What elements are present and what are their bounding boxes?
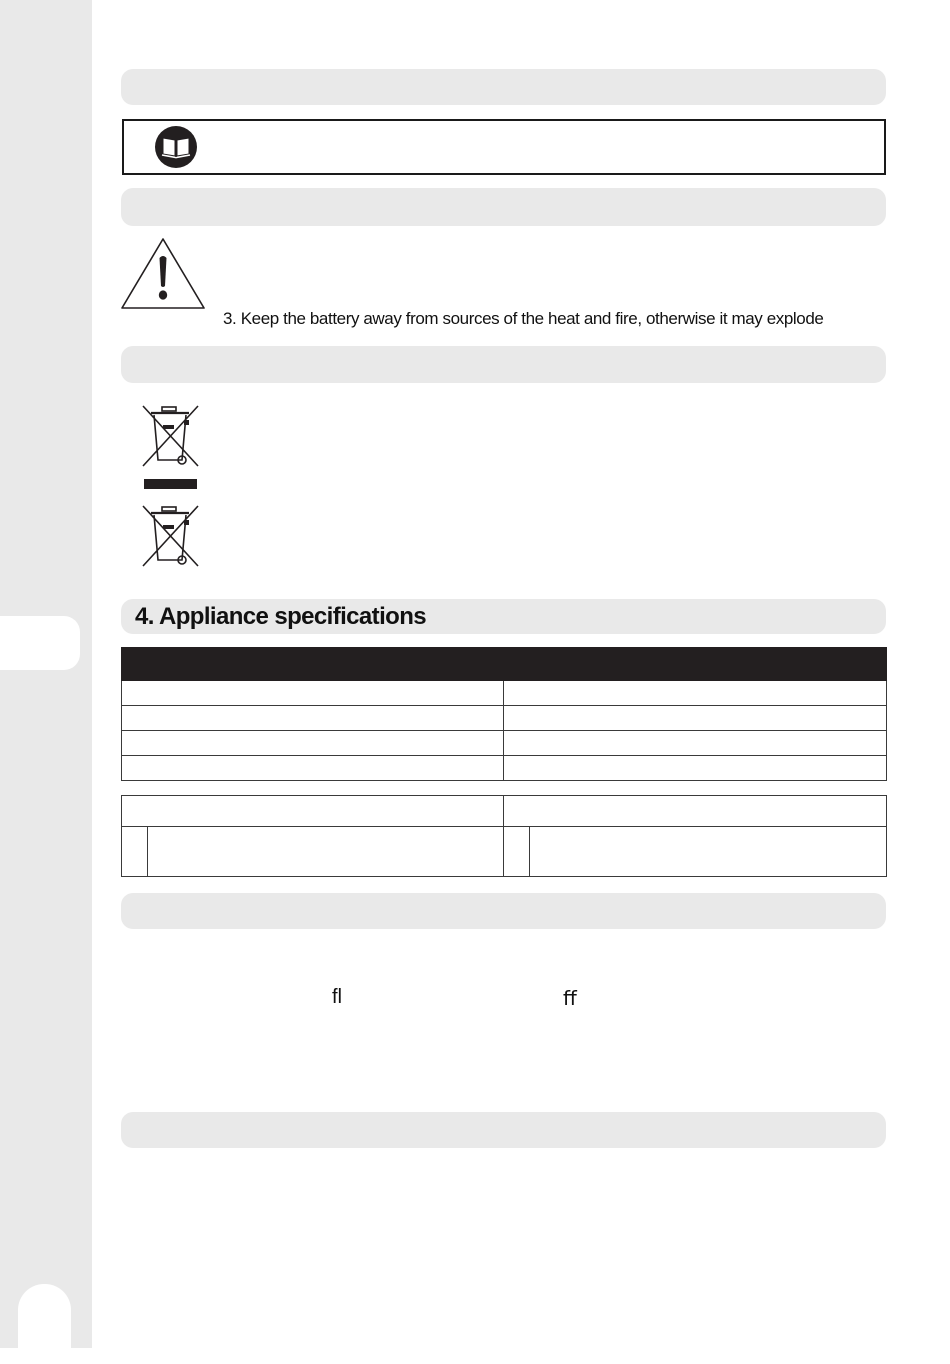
text-fragment-fl: ﬂ [332, 986, 342, 1008]
specifications-title: 4. Appliance specifications [135, 602, 427, 630]
table-cell [122, 827, 148, 877]
table-cell [530, 827, 887, 877]
text-fragment-ff: ﬀ [563, 988, 577, 1010]
section-header-specifications [121, 599, 886, 634]
table-cell [122, 796, 504, 827]
crossed-out-bin-icon [140, 404, 202, 490]
section-header-bar-3 [121, 346, 886, 383]
exclamation-triangle-icon [120, 237, 206, 310]
section-header-bar-1 [121, 69, 886, 105]
page-margin-strip [0, 0, 92, 1348]
table-cell [504, 681, 887, 706]
table-row [122, 681, 887, 706]
section-header-bar-5 [121, 893, 886, 929]
table-cell [504, 827, 530, 877]
table-cell [504, 756, 887, 781]
table-cell [122, 706, 504, 731]
page-number-tab [18, 1284, 71, 1364]
open-book-icon [154, 125, 198, 169]
section-header-bar-2 [121, 188, 886, 226]
table-cell [122, 681, 504, 706]
section-header-bar-6 [121, 1112, 886, 1148]
manual-notice-box [122, 119, 886, 175]
table-row [122, 827, 887, 877]
section-tab-marker [0, 616, 80, 670]
table-row [122, 756, 887, 781]
table-row [122, 731, 887, 756]
table-cell [504, 731, 887, 756]
table-row [122, 706, 887, 731]
table-header-row [122, 648, 887, 681]
specifications-table [121, 647, 887, 781]
table-header-row [122, 796, 887, 827]
table-cell [122, 756, 504, 781]
power-table [121, 795, 887, 877]
table-cell [504, 796, 887, 827]
crossed-out-bin-battery-icon [140, 504, 202, 568]
table-cell [504, 706, 887, 731]
table-cell [148, 827, 504, 877]
warning-item-3: 3. Keep the battery away from sources of the heat and fire, otherwise it may explode [223, 309, 824, 328]
table-cell [122, 731, 504, 756]
